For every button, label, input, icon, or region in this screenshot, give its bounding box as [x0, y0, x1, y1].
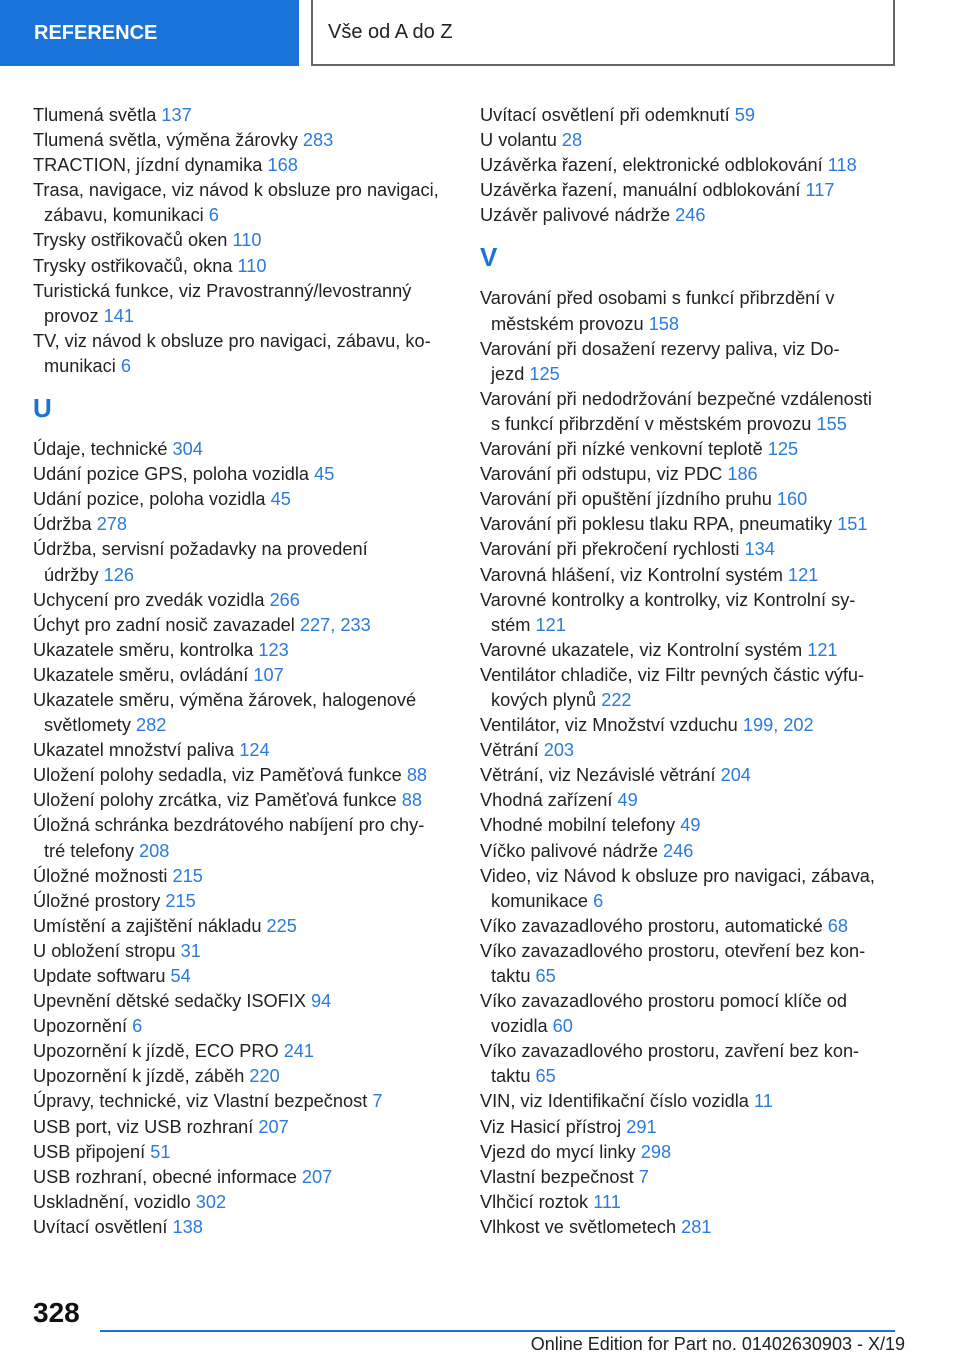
page-reference-link[interactable]: 59 [734, 105, 755, 125]
page-reference-link[interactable]: 121 [787, 564, 819, 585]
index-entry-text: Uzávěrka řazení, elektronické odblokování [480, 155, 828, 176]
page-reference-link[interactable]: 6 [132, 1016, 143, 1037]
page-reference-link[interactable]: 45 [314, 464, 335, 485]
page-reference-link[interactable]: 199, 202 [742, 715, 814, 736]
index-entry-text: USB port, viz USB rozhraní [33, 1116, 259, 1137]
index-entry [480, 1039, 900, 1089]
index-entry-text: Údržba, servisní požadavky na provedení [33, 539, 368, 560]
index-entry-text: jezd [491, 363, 530, 384]
index-entry [33, 1089, 463, 1114]
index-entry [33, 1165, 463, 1190]
index-entry [480, 738, 900, 763]
index-entry-text: Varování při překročení rychlosti [480, 539, 745, 560]
page-reference-link[interactable]: 11 [753, 1091, 773, 1112]
index-entry [480, 914, 900, 939]
index-entry [33, 588, 463, 613]
index-entry-text: Varování při opuštění jízdního pruhu [480, 489, 777, 510]
index-entry-text: munikaci [44, 355, 121, 376]
index-entry [33, 1190, 463, 1215]
page-reference-link[interactable]: 266 [269, 589, 300, 610]
index-entry-text: Víko zavazadlového prostoru pomocí klíče od [480, 991, 847, 1012]
page-reference-link[interactable]: 117 [805, 180, 835, 201]
page-reference-link[interactable]: 68 [827, 915, 849, 936]
index-entry [480, 939, 900, 989]
index-entry [33, 178, 463, 228]
index-entry-text: Úpravy, technické, viz Vlastní bezpečnost [33, 1091, 373, 1112]
index-entry [33, 103, 463, 128]
index-entry-text: Uvítací osvětlení [33, 1216, 173, 1237]
index-entry-text: údržby [44, 564, 104, 585]
page-title-box [311, 0, 895, 66]
page-reference-link[interactable]: 141 [103, 305, 135, 326]
page-reference-link[interactable]: 246 [675, 205, 706, 226]
index-entry [480, 864, 900, 914]
index-entry-text: Upevnění dětské sedačky ISOFIX [33, 991, 311, 1012]
page-reference-link[interactable]: 227, 233 [299, 614, 371, 635]
index-entry [33, 512, 463, 537]
index-entry-text: Úložné možnosti [33, 865, 173, 886]
index-entry [480, 763, 900, 788]
index-entry-text: taktu [491, 966, 536, 986]
index-entry-text: Tlumená světla, výměna žárovky [33, 130, 303, 151]
footer-edition: Online Edition for Part no. 01402630903 - X/19 [530, 1334, 905, 1354]
index-entry-text: Uzávěrka řazení, manuální odblokování [480, 180, 806, 201]
page-reference-link[interactable]: 138 [172, 1216, 203, 1237]
index-entry [33, 153, 463, 178]
index-entry [33, 864, 463, 889]
index-entry-text: kových plynů [491, 689, 602, 710]
index-entry [33, 279, 463, 329]
index-entry [33, 1140, 463, 1165]
index-entry-text: Údržba [33, 514, 97, 535]
page-reference-link[interactable]: 137 [161, 105, 192, 125]
index-letter-heading: U [33, 393, 52, 424]
index-entry [480, 537, 900, 562]
page-reference-link[interactable]: 246 [663, 840, 694, 861]
index-entry-text: Úložná schránka bezdrátového nabíjení pro chy- [33, 815, 425, 836]
index-entry [33, 487, 463, 512]
index-entry-text: Trasa, navigace, viz návod k obsluze pro navigaci, [33, 180, 439, 201]
index-entry [480, 487, 900, 512]
page-reference-link[interactable]: 123 [258, 639, 289, 660]
index-entry [33, 638, 463, 663]
index-entry [33, 462, 463, 487]
section-label: REFERENCE [34, 21, 158, 44]
index-entry-text: taktu [491, 1066, 536, 1087]
index-entry-text: s funkcí přibrzdění v městském provozu [491, 413, 817, 434]
page-reference-link[interactable]: 304 [172, 439, 203, 460]
index-entry-text: USB připojení [33, 1141, 151, 1162]
index-entry-text: Uvítací osvětlení při odemknutí [480, 105, 735, 125]
index-entry [480, 1190, 900, 1215]
index-entry-text: Ukazatele směru, ovládání [33, 664, 254, 685]
page-reference-link[interactable]: 241 [283, 1041, 315, 1062]
page-reference-link[interactable]: 54 [170, 966, 191, 986]
index-entry [480, 178, 900, 203]
index-entry-text: Úchyt pro zadní nosič zavazadel [33, 614, 300, 635]
page-reference-link[interactable]: 225 [266, 915, 297, 936]
page-reference-link[interactable]: 65 [535, 1066, 556, 1087]
index-entry-text: Ukazatel množství paliva [33, 740, 240, 761]
page-reference-link[interactable]: 281 [681, 1216, 712, 1237]
page-title: Vše od A do Z [328, 20, 453, 43]
index-entry [33, 1115, 463, 1140]
index-entry [480, 1089, 900, 1114]
footer-divider [100, 1330, 895, 1332]
page-reference-link[interactable]: 203 [543, 740, 575, 761]
index-entry-text: Ventilátor, viz Množství vzduchu [480, 715, 743, 736]
index-entry-text: Varovné kontrolky a kontrolky, viz Kontrolní sy- [480, 589, 856, 610]
index-entry-text: Vlastní bezpečnost [480, 1166, 639, 1187]
index-entry-text: Větrání [480, 740, 544, 761]
index-entry-text: TV, viz návod k obsluze pro navigaci, zábavu, ko- [33, 330, 431, 351]
index-entry-text: Varování při odstupu, viz PDC [480, 464, 728, 485]
index-entry [480, 839, 900, 864]
index-entry-text: zábavu, komunikaci [44, 205, 209, 226]
index-entry-text: Víko zavazadlového prostoru, automatické [480, 915, 828, 936]
index-entry-text: Vhodná zařízení [480, 790, 618, 811]
index-entry [480, 813, 900, 838]
index-entry [33, 788, 463, 813]
index-entry-text: Upozornění k jízdě, ECO PRO [33, 1041, 284, 1062]
index-entry [480, 1215, 900, 1240]
index-entry [33, 688, 463, 738]
index-entry-text: Vlhčicí roztok [480, 1191, 594, 1212]
index-entry-text: Umístění a zajištění nákladu [33, 915, 267, 936]
index-entry-text: Update softwaru [33, 966, 171, 986]
index-entry-text: Víčko palivové nádrže [480, 840, 663, 861]
index-entry [480, 437, 900, 462]
index-entry-text: Trysky ostřikovačů oken [33, 230, 233, 251]
index-entry-text: městském provozu [491, 313, 649, 334]
index-entry-text: Uskladnění, vozidlo [33, 1191, 196, 1212]
index-entry [480, 462, 900, 487]
index-entry-text: Varování před osobami s funkcí přibrzdění v [480, 288, 835, 309]
page-reference-link[interactable]: 126 [103, 564, 135, 585]
page-reference-link[interactable]: 125 [767, 439, 799, 460]
index-entry-text: Turistická funkce, viz Pravostranný/levostranný [33, 280, 412, 301]
page-reference-link[interactable]: 49 [617, 790, 638, 811]
page-reference-link[interactable]: 222 [601, 689, 632, 710]
index-entry-text: Tlumená světla [33, 105, 162, 125]
index-entry [480, 588, 900, 638]
index-entry [480, 387, 900, 437]
page-reference-link[interactable]: 6 [208, 205, 219, 226]
index-entry [33, 889, 463, 914]
index-entry [33, 964, 463, 989]
index-entry-text: Ventilátor chladiče, viz Filtr pevných částic výfu- [480, 664, 865, 685]
index-entry-text: Ukazatele směru, výměna žárovek, halogenové [33, 689, 417, 710]
index-entry [33, 813, 463, 863]
page-reference-link[interactable]: 207 [301, 1166, 333, 1187]
index-entry-text: provoz [44, 305, 104, 326]
page-reference-link[interactable]: 125 [529, 363, 560, 384]
page-reference-link[interactable]: 186 [727, 464, 758, 485]
index-entry-text: Uložení polohy sedadla, viz Paměťová funkce [33, 765, 407, 786]
index-entry-text: stém [491, 614, 536, 635]
index-column-left [33, 103, 463, 1240]
index-entry [480, 713, 900, 738]
page-reference-link[interactable]: 94 [311, 991, 332, 1012]
index-entry [33, 613, 463, 638]
index-entry [33, 537, 463, 587]
index-entry-text: Varování při poklesu tlaku RPA, pneumatiky [480, 514, 838, 535]
page-reference-link[interactable]: 111 [593, 1191, 621, 1212]
index-entry-text: Vlhkost ve světlometech [480, 1216, 682, 1237]
index-entry [33, 329, 463, 379]
index-entry [33, 1014, 463, 1039]
index-entry [480, 563, 900, 588]
page-reference-link[interactable]: 215 [172, 865, 203, 886]
index-entry-text: U obložení stropu [33, 940, 181, 961]
index-entry [480, 1115, 900, 1140]
index-entry [480, 663, 900, 713]
index-entry-text: Video, viz Návod k obsluze pro navigaci, zábava, [480, 865, 875, 886]
page-reference-link[interactable]: 204 [720, 765, 751, 786]
page-reference-link[interactable]: 278 [96, 514, 128, 535]
page-reference-link[interactable]: 283 [302, 130, 334, 151]
index-entry-text: VIN, viz Identifikační číslo vozidla [480, 1091, 754, 1112]
page-reference-link[interactable]: 60 [552, 1016, 573, 1037]
index-letter-heading: V [480, 242, 498, 273]
page-reference-link[interactable]: 121 [535, 614, 566, 635]
page-reference-link[interactable]: 6 [593, 890, 604, 911]
page-reference-link[interactable]: 298 [640, 1141, 672, 1162]
page-number: 328 [33, 1297, 80, 1328]
page-reference-link[interactable]: 31 [180, 940, 201, 961]
page-reference-link[interactable]: 65 [535, 966, 556, 986]
page-reference-link[interactable]: 107 [253, 664, 284, 685]
page-reference-link[interactable]: 51 [150, 1141, 171, 1162]
section-tab [0, 0, 299, 66]
page-reference-link[interactable]: 220 [249, 1066, 280, 1087]
index-entry-text: Varování při dosažení rezervy paliva, viz Do- [480, 338, 840, 359]
page-reference-link[interactable]: 124 [239, 740, 270, 761]
index-entry-text: Viz Hasicí přístroj [480, 1116, 627, 1137]
index-entry-text: komunikace [491, 890, 594, 911]
index-entry [480, 103, 900, 128]
index-entry-text: Varovná hlášení, viz Kontrolní systém [480, 564, 788, 585]
index-entry-text: Varovné ukazatele, viz Kontrolní systém [480, 639, 808, 660]
index-entry [480, 337, 900, 387]
index-entry-text: Uložení polohy zrcátka, viz Paměťová funkce [33, 790, 402, 811]
page-reference-link[interactable]: 88 [401, 790, 422, 811]
page-reference-link[interactable]: 155 [816, 413, 847, 434]
index-entry-text: Upozornění k jízdě, záběh [33, 1066, 250, 1087]
index-entry-text: Varování při nízké venkovní teplotě [480, 439, 768, 460]
index-entry [480, 286, 900, 336]
index-entry-text: Uchycení pro zvedák vozidla [33, 589, 270, 610]
index-entry [33, 989, 463, 1014]
index-entry [480, 203, 900, 228]
index-entry [480, 1165, 900, 1190]
index-entry-text: Úložné prostory [33, 890, 166, 911]
page-reference-link[interactable]: 121 [807, 639, 838, 660]
page-reference-link[interactable]: 207 [258, 1116, 289, 1137]
index-entry [480, 788, 900, 813]
index-entry-text: Vhodné mobilní telefony [480, 815, 681, 836]
index-entry [480, 153, 900, 178]
index-entry [33, 1064, 463, 1089]
index-entry-text: U volantu [480, 130, 562, 151]
index-entry [480, 638, 900, 663]
index-entry-text: Víko zavazadlového prostoru, otevření bez kon- [480, 940, 866, 961]
index-entry [480, 1140, 900, 1165]
index-entry-text: Udání pozice, poloha vozidla [33, 489, 271, 510]
index-entry-text: Udání pozice GPS, poloha vozidla [33, 464, 315, 485]
page-reference-link[interactable]: 7 [638, 1166, 649, 1187]
page-reference-link[interactable]: 6 [120, 355, 131, 376]
index-entry [480, 512, 900, 537]
page-reference-link[interactable]: 302 [195, 1191, 227, 1212]
page-reference-link[interactable]: 282 [135, 715, 167, 736]
index-entry-text: Uzávěr palivové nádrže [480, 205, 676, 226]
index-entry-text: světlomety [44, 715, 136, 736]
index-entry-text: TRACTION, jízdní dynamika [33, 155, 268, 176]
index-entry-text: Údaje, technické [33, 439, 173, 460]
index-entry-text: Trysky ostřikovačů, okna [33, 255, 238, 276]
index-entry [33, 914, 463, 939]
index-entry [33, 128, 463, 153]
page-reference-link[interactable]: 208 [139, 840, 170, 861]
page-reference-link[interactable]: 158 [648, 313, 680, 334]
page-reference-link[interactable]: 88 [406, 765, 428, 786]
index-entry [33, 763, 463, 788]
page-reference-link[interactable]: 110 [232, 230, 262, 251]
index-entry [33, 1215, 463, 1240]
index-entry-text: vozidla [491, 1016, 553, 1037]
page-reference-link[interactable]: 28 [561, 130, 583, 151]
page-reference-link[interactable]: 160 [776, 489, 808, 510]
index-entry-text: Víko zavazadlového prostoru, zavření bez kon- [480, 1041, 860, 1062]
index-entry [33, 437, 463, 462]
page-reference-link[interactable]: 110 [237, 255, 267, 276]
index-entry-text: Varování při nedodržování bezpečné vzdálenosti [480, 388, 872, 409]
page-reference-link[interactable]: 168 [267, 155, 298, 176]
index-entry-text: Vjezd do mycí linky [480, 1141, 641, 1162]
index-entry [33, 663, 463, 688]
index-entry-text: Ukazatele směru, kontrolka [33, 639, 259, 660]
index-entry [480, 989, 900, 1039]
index-entry [33, 1039, 463, 1064]
index-entry-text: Větrání, viz Nezávislé větrání [480, 765, 721, 786]
page-reference-link[interactable]: 45 [270, 489, 291, 510]
index-entry [480, 128, 900, 153]
index-entry [33, 228, 463, 253]
index-entry [33, 738, 463, 763]
index-column-right [480, 103, 900, 1240]
page-reference-link[interactable]: 49 [680, 815, 701, 836]
index-entry-text: Upozornění [33, 1016, 133, 1037]
page-reference-link[interactable]: 151 [837, 514, 868, 535]
index-entry [33, 939, 463, 964]
index-entry-text: USB rozhraní, obecné informace [33, 1166, 302, 1187]
index-entry [33, 254, 463, 279]
page-reference-link[interactable]: 291 [626, 1116, 657, 1137]
page-reference-link[interactable]: 215 [165, 890, 196, 911]
page-reference-link[interactable]: 134 [744, 539, 775, 560]
page-reference-link[interactable]: 7 [372, 1091, 383, 1112]
page-reference-link[interactable]: 118 [827, 155, 857, 176]
index-entry-text: tré telefony [44, 840, 140, 861]
